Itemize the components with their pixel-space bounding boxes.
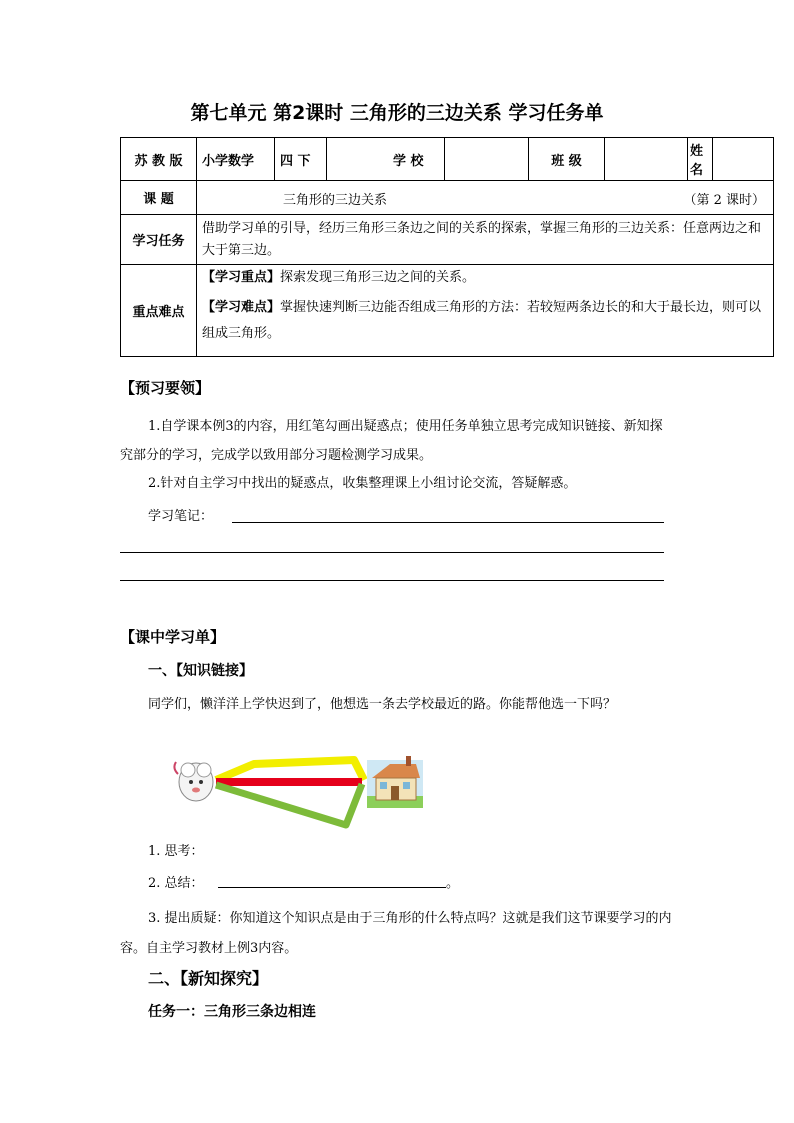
question-text: 3. 提出质疑：你知道这个知识点是由于三角形的什么特点吗？这就是我们这节课要学习的内容。自主学习教材上例3内容。 [120,911,672,956]
think-line: 1. 思考： [148,844,204,859]
key-point-tag: 【学习重点】 [202,270,281,285]
route-illustration [168,752,428,834]
topic-label: 课 题 [121,181,197,215]
lamb-character-icon [174,762,213,801]
preview-item-1: 1.自学课本例3的内容，用红笔勾画出疑惑点；使用任务单独立思考完成知识链接、新知探究部分的学习，完成学以致用部分习题检测学习成果。 [120,419,663,463]
task1-heading: 任务一：三角形三条边相连 [148,1004,316,1020]
school-label: 学 校 [373,138,445,181]
notes-label: 学习笔记： [148,509,214,524]
route-top-yellow [216,760,364,780]
preview-heading: 【预习要领】 [120,379,211,397]
page-title: 第七单元 第2课时 三角形的三边关系 学习任务单 [190,102,604,124]
topic-cell [197,181,774,215]
subject-cell: 小学数学 [197,138,275,181]
difficulty-text: 掌握快速判断三边能否组成三角形的方法：若较短两条边长的和大于最长边，则可以组成三角形。 [202,300,762,341]
school-house-icon [367,756,423,808]
topic-text: 三角形的三边关系 [283,193,388,208]
lesson-number: （第 2 课时） [683,193,765,208]
route-bottom-green [216,784,362,825]
key-cell [197,265,774,357]
summary-answer-line[interactable] [218,887,446,888]
key-point-line [202,265,768,291]
notes-line-1[interactable] [232,522,664,523]
link-heading: 一、【知识链接】 [148,663,253,679]
key-label: 重点难点 [121,265,197,357]
summary-period: 。 [446,876,460,891]
task-label: 学习任务 [121,215,197,265]
school-value[interactable] [445,138,529,181]
info-table [120,137,774,357]
difficulty-tag: 【学习难点】 [202,300,281,315]
notes-line-3[interactable] [120,580,664,581]
link-text: 同学们，懒洋洋上学快迟到了，他想选一条去学校最近的路。你能帮他选一下吗？ [148,697,617,712]
explore-heading: 二、【新知探究】 [148,969,269,988]
notes-line-2[interactable] [120,552,664,553]
spacer-cell [327,138,373,181]
summary-label: 2. 总结： [148,876,204,891]
publisher-cell: 苏 教 版 [121,138,197,181]
task-text: 借助学习单的引导，经历三角形三条边之间的关系的探索，掌握三角形的三边关系：任意两边之和大于第三边。 [197,215,774,265]
difficulty-line [202,295,768,347]
name-label: 姓名 [688,138,713,181]
preview-item-2: 2.针对自主学习中找出的疑惑点，收集整理课上小组讨论交流，答疑解惑。 [148,476,577,491]
class-value[interactable] [605,138,688,181]
key-point-text: 探索发现三角形三边之间的关系。 [280,270,476,285]
grade-cell: 四 下 [275,138,327,181]
class-heading: 【课中学习单】 [120,628,226,646]
class-label: 班 级 [529,138,605,181]
name-value[interactable] [713,138,774,181]
